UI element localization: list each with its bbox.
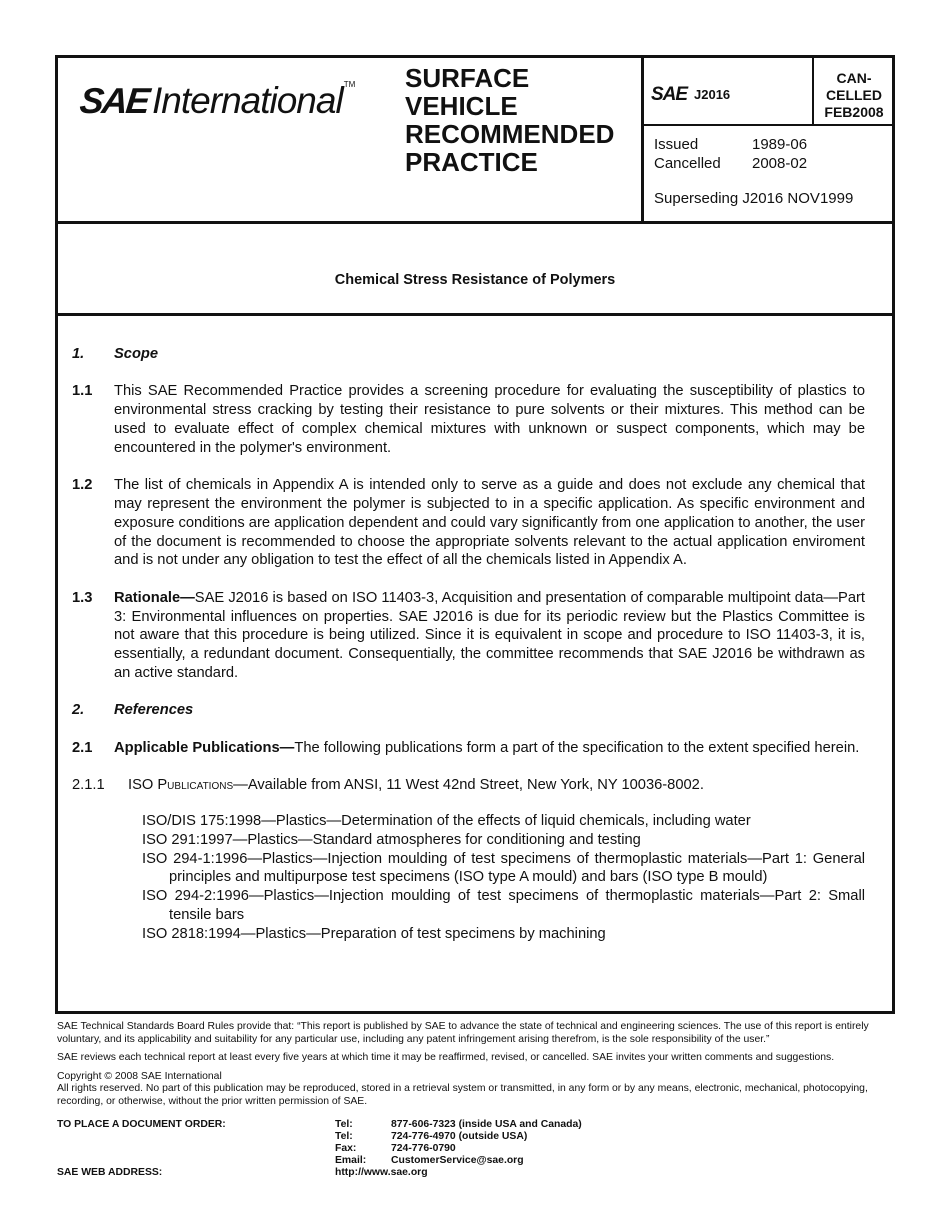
section-heading: 2. References — [72, 702, 194, 719]
sae-international-logo: SAE International TM — [77, 80, 356, 121]
contact-row: Fax: 724-776-0790 — [335, 1143, 456, 1154]
reference-list — [142, 812, 865, 944]
issued-value: 1989-06 — [752, 136, 808, 153]
footer-notes — [57, 1021, 897, 1115]
review-note: SAE reviews each technical report at least every five years at which time it may be reaffirmed, revised, or cancelled. SAE invites your written comments and suggestions. — [57, 1052, 835, 1064]
cancelled-value: 2008-02 — [752, 155, 808, 172]
rights-note: All rights reserved. No part of this publication may be reproduced, stored in a retrieval system or transmitted, in any form or by any means, electronic, mechanical, photocopying, recording, or otherwise, without the prior written permission of SAE. — [57, 1083, 868, 1107]
status-box-left — [812, 55, 814, 125]
cancelled-label: Cancelled — [654, 155, 721, 172]
reference-item: ISO 294-2:1996—Plastics—Injection moulding of test specimens of thermoplastic materials—Part 2: Small tensile bars — [142, 888, 865, 923]
subparagraph: 2.1.1 ISO Publications—Available from ANSI, 11 West 42nd Street, New York, NY 10036-8002. — [72, 777, 704, 794]
paragraph: 1.1 This SAE Recommended Practice provides a screening procedure for evaluating the susceptibility of plastics to environmental stress cracking by testing their resistance to pure solvents or their mixtures. This method can be used to evaluate effect of complex chemical mixtures with unknown or suspect components, which may be encountered in the polymer's environment. — [72, 383, 865, 456]
reference-item: ISO 294-1:1996—Plastics—Injection moulding of test specimens of thermoplastic materials—Part 1: General principles and multipurpose test specimens (ISO type A mould) and bars (ISO type B mould) — [142, 850, 865, 886]
doctype-line: SURFACE — [405, 63, 530, 93]
doctype-line: VEHICLE — [405, 91, 518, 121]
document-body — [72, 345, 865, 943]
reference-item: ISO/DIS 175:1998—Plastics—Determination of the effects of liquid chemicals, including water — [142, 812, 751, 829]
cancelled-status-badge: CAN- CELLED FEB2008 — [824, 70, 884, 120]
reference-item: ISO 2818:1994—Plastics—Preparation of test specimens by machining — [142, 925, 606, 942]
header-vertical-divider — [641, 55, 644, 223]
email-link[interactable]: CustomerService@sae.org — [391, 1155, 524, 1166]
title-divider — [55, 313, 895, 316]
paragraph: 1.3 Rationale—SAE J2016 is based on ISO 11403-3, Acquisition and presentation of comparable multipoint data—Part 3: Environmental influences on properties. SAE J2016 is due for its periodic review but the Plastics Committee is not aware that this procedure is being utilized. Since it is equivalent in scope and procedure to ISO 11403-3, it is, essentially, a redundant document. Consequentially, the committee recommends that SAE J2016 be withdrawn as an active standard. — [72, 589, 865, 681]
document-type — [405, 64, 614, 176]
document-dates — [654, 135, 807, 173]
web-label: SAE WEB ADDRESS: — [57, 1167, 163, 1178]
header-divider — [55, 221, 895, 224]
issued-label: Issued — [654, 136, 699, 153]
doctype-line: PRACTICE — [405, 147, 538, 177]
contact-row: Email: CustomerService@sae.org — [335, 1155, 524, 1166]
reference-item: ISO 291:1997—Plastics—Standard atmospheres for conditioning and testing — [142, 831, 641, 848]
doctype-line: RECOMMENDED — [405, 119, 615, 149]
section-heading: 1. Scope — [72, 346, 159, 362]
copyright: Copyright © 2008 SAE International — [57, 1070, 222, 1082]
order-label: TO PLACE A DOCUMENT ORDER: — [57, 1119, 226, 1130]
sae-small-logo: SAE — [651, 84, 688, 105]
web-address-link[interactable]: http://www.sae.org — [335, 1167, 428, 1178]
rules-note: SAE Technical Standards Board Rules provide that: “This report is published by SAE to advance the state of technical and engineering sciences. The use of this report is entirely voluntary, and its applicability and suitability for any particular use, including any patent infringement arising therefrom, is the sole responsibility of the user.” — [57, 1021, 869, 1045]
document-number: J2016 — [694, 87, 731, 102]
status-box-bottom — [641, 124, 895, 126]
document-title: Chemical Stress Resistance of Polymers — [334, 272, 616, 288]
contact-row: Tel: 877-606-7323 (inside USA and Canada) — [335, 1119, 582, 1130]
superseding-note: Superseding J2016 NOV1999 — [654, 190, 854, 207]
contact-row: Tel: 724-776-4970 (outside USA) — [335, 1131, 528, 1142]
paragraph: 2.1 Applicable Publications—The following publications form a part of the specification to the extent specified herein. — [72, 739, 860, 756]
paragraph: 1.2 The list of chemicals in Appendix A is intended only to serve as a guide and does not exclude any chemical that may represent the environment the polymer is subjected to in a specific application. As specific environment and exposure conditions are application dependent and could vary significantly from one application to another, the user of the document is recommended to choose the appropriate solvents relevant to the actual application enviroment and is not under any obligation to test the effect of all the chemicals listed in Appendix A. — [72, 477, 865, 569]
